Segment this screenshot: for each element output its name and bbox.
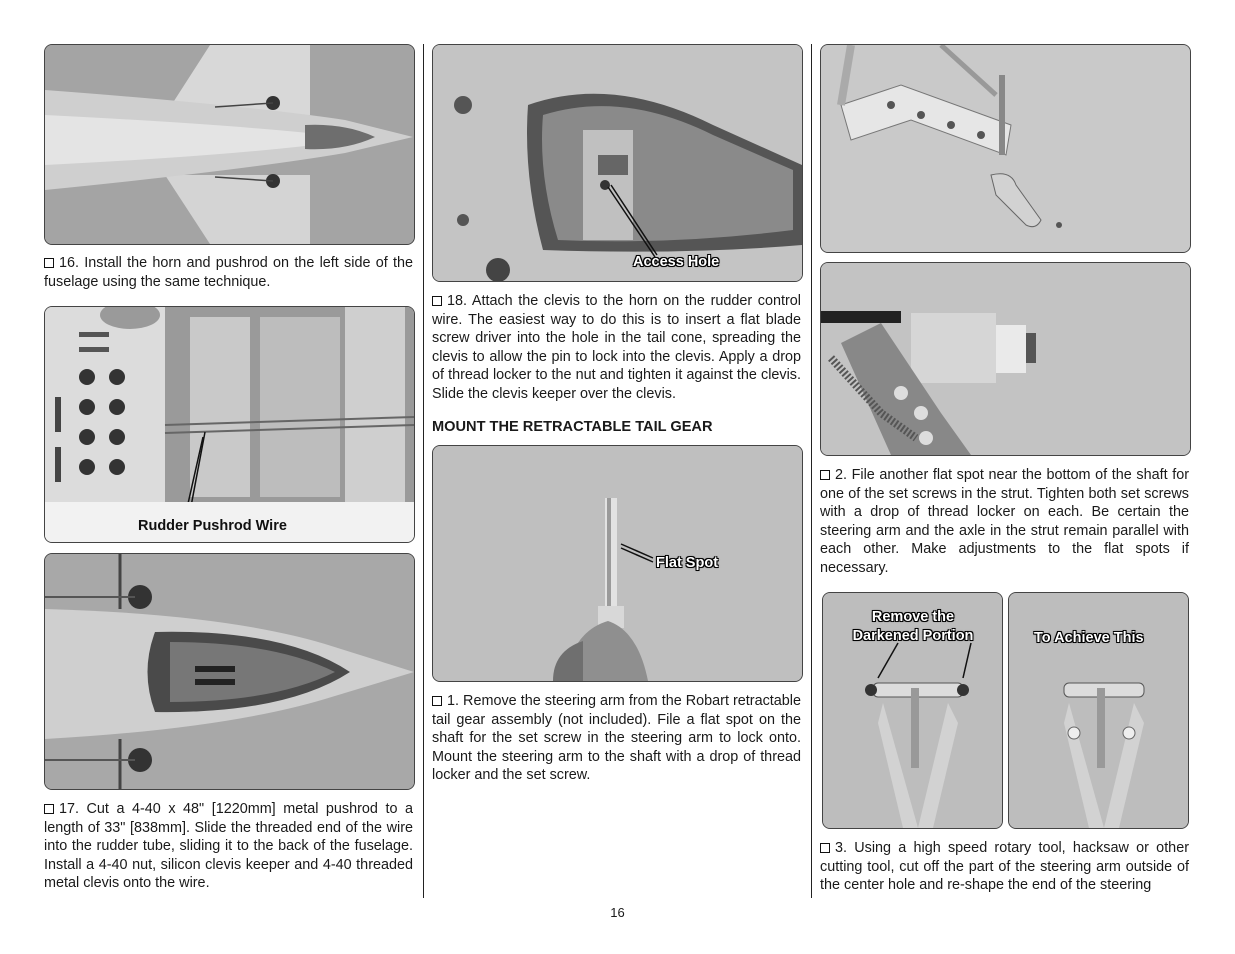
step-16-text: 16. Install the horn and pushrod on the left side of the fuselage using the same technique.	[44, 255, 413, 290]
photo-gear-strut-closeup	[820, 262, 1191, 456]
checkbox-icon	[44, 804, 54, 814]
photo-tail-horn-top-view	[44, 44, 415, 245]
checkbox-icon	[44, 258, 54, 268]
checkbox-icon	[820, 843, 830, 853]
step-1-text: 1. Remove the steering arm from the Robart retractable tail gear assembly (not included). File a flat spot on the shaft for the set screw in the steering arm to lock onto. Mount the steering arm to the shaft with a drop of thread locker and the set screw.	[432, 693, 801, 784]
checkbox-icon	[432, 696, 442, 706]
photo-steering-arm-after	[1008, 592, 1189, 829]
callout-to-achieve-this: To Achieve This	[1034, 630, 1144, 646]
photo-tail-gear-parts	[820, 44, 1191, 253]
column-divider	[423, 44, 424, 898]
photo-tail-cone-access-hole	[432, 44, 803, 282]
callout-remove-darkened-portion: Remove the Darkened Portion	[852, 609, 974, 644]
step-18-text: 18. Attach the clevis to the horn on the rudder control wire. The easiest way to do this is to insert a flat blade screw driver into the hole in the tail cone, spreading the clevis to allow the pin to lock into the clevis. Apply a drop of thread locker to the nut and tighten it against the clevis. Slide the clevis keeper over the clevis.	[432, 293, 801, 402]
callout-flat-spot: Flat Spot	[656, 555, 719, 571]
callout-access-hole: Access Hole	[633, 254, 720, 270]
step-2-text: 2. File another flat spot near the bottom of the shaft for one of the set screws in the strut. Tighten both set screws with a drop of thread locker on each. Be certain the steering arm and the axle in the strut remain parallel with each other. Make adjustments to the flat spots if necessary.	[820, 467, 1189, 576]
checkbox-icon	[432, 296, 442, 306]
photo-tail-cone-pushrod	[44, 553, 415, 790]
column-divider	[811, 44, 812, 898]
section-heading: MOUNT THE RETRACTABLE TAIL GEAR	[432, 419, 713, 435]
photo-fuselage-interior	[44, 306, 415, 543]
checkbox-icon	[820, 470, 830, 480]
page-number: 16	[610, 905, 625, 920]
step-3-text: 3. Using a high speed rotary tool, hacksaw or other cutting tool, cut off the part of the steering arm outside of the center hole and re-shape the end of the steering	[820, 840, 1189, 894]
callout-rudder-pushrod-wire: Rudder Pushrod Wire	[138, 518, 287, 534]
step-17-text: 17. Cut a 4-40 x 48" [1220mm] metal pushrod to a length of 33" [838mm]. Slide the threaded end of the wire into the rudder tube, sliding it to the back of the fuselage. Install a 4-40 nut, silicon clevis keeper and 4-40 threaded metal clevis onto the wire.	[44, 801, 413, 892]
photo-shaft-flat-spot	[432, 445, 803, 682]
